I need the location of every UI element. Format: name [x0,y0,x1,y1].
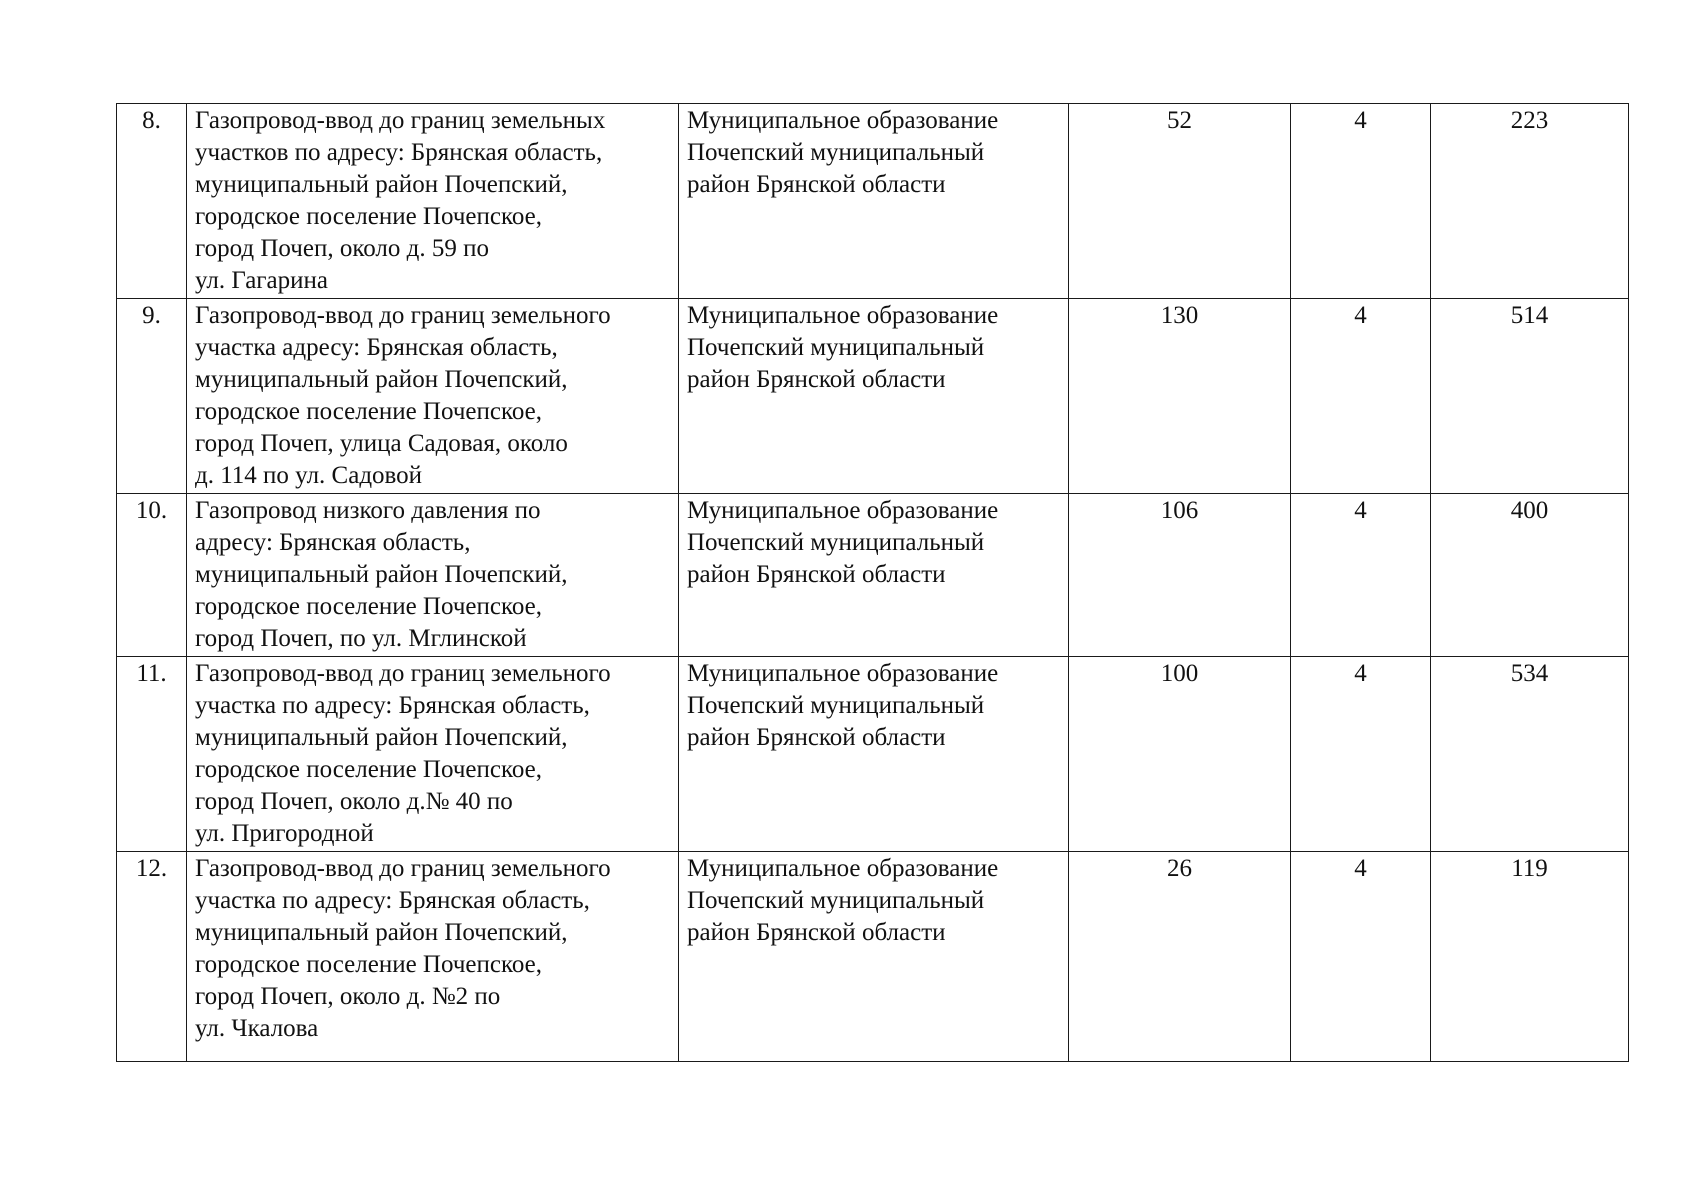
category-value-cell: 4 [1291,104,1431,299]
object-description-cell: Газопровод-ввод до границ земельного участка адресу: Брянская область, муниципальный район Почепский, городское поселение Почепское, город Почеп, улица Садовая, около д. 114 по ул. Садовой [187,299,679,494]
table-row [117,657,1629,852]
amount-value-cell: 400 [1431,494,1629,657]
length-value-cell: 106 [1069,494,1291,657]
object-description-cell: Газопровод-ввод до границ земельного участка по адресу: Брянская область, муниципальный район Почепский, городское поселение Почепское, город Почеп, около д.№ 40 по ул. Пригородной [187,657,679,852]
category-value-cell: 4 [1291,852,1431,1062]
owner-cell: Муниципальное образование Почепский муниципальный район Брянской области [679,657,1069,852]
row-number-cell: 10. [117,494,187,657]
category-value-cell: 4 [1291,494,1431,657]
object-description-cell: Газопровод-ввод до границ земельных участков по адресу: Брянская область, муниципальный район Почепский, городское поселение Почепское, город Почеп, около д. 59 по ул. Гагарина [187,104,679,299]
row-number-cell: 11. [117,657,187,852]
table-row [117,299,1629,494]
table-row [117,494,1629,657]
category-value-cell: 4 [1291,657,1431,852]
owner-cell: Муниципальное образование Почепский муниципальный район Брянской области [679,299,1069,494]
owner-cell: Муниципальное образование Почепский муниципальный район Брянской области [679,852,1069,1062]
length-value-cell: 100 [1069,657,1291,852]
category-value-cell: 4 [1291,299,1431,494]
length-value-cell: 130 [1069,299,1291,494]
table-row [117,852,1629,1062]
object-description-cell: Газопровод низкого давления по адресу: Брянская область, муниципальный район Почепский, городское поселение Почепское, город Почеп, по ул. Мглинской [187,494,679,657]
owner-cell: Муниципальное образование Почепский муниципальный район Брянской области [679,104,1069,299]
amount-value-cell: 223 [1431,104,1629,299]
table-row [117,104,1629,299]
row-number-cell: 8. [117,104,187,299]
length-value-cell: 26 [1069,852,1291,1062]
object-description-cell: Газопровод-ввод до границ земельного участка по адресу: Брянская область, муниципальный район Почепский, городское поселение Почепское, город Почеп, около д. №2 по ул. Чкалова [187,852,679,1062]
row-number-cell: 9. [117,299,187,494]
gas-pipeline-table [116,103,1629,1062]
amount-value-cell: 534 [1431,657,1629,852]
length-value-cell: 52 [1069,104,1291,299]
amount-value-cell: 514 [1431,299,1629,494]
owner-cell: Муниципальное образование Почепский муниципальный район Брянской области [679,494,1069,657]
amount-value-cell: 119 [1431,852,1629,1062]
row-number-cell: 12. [117,852,187,1062]
